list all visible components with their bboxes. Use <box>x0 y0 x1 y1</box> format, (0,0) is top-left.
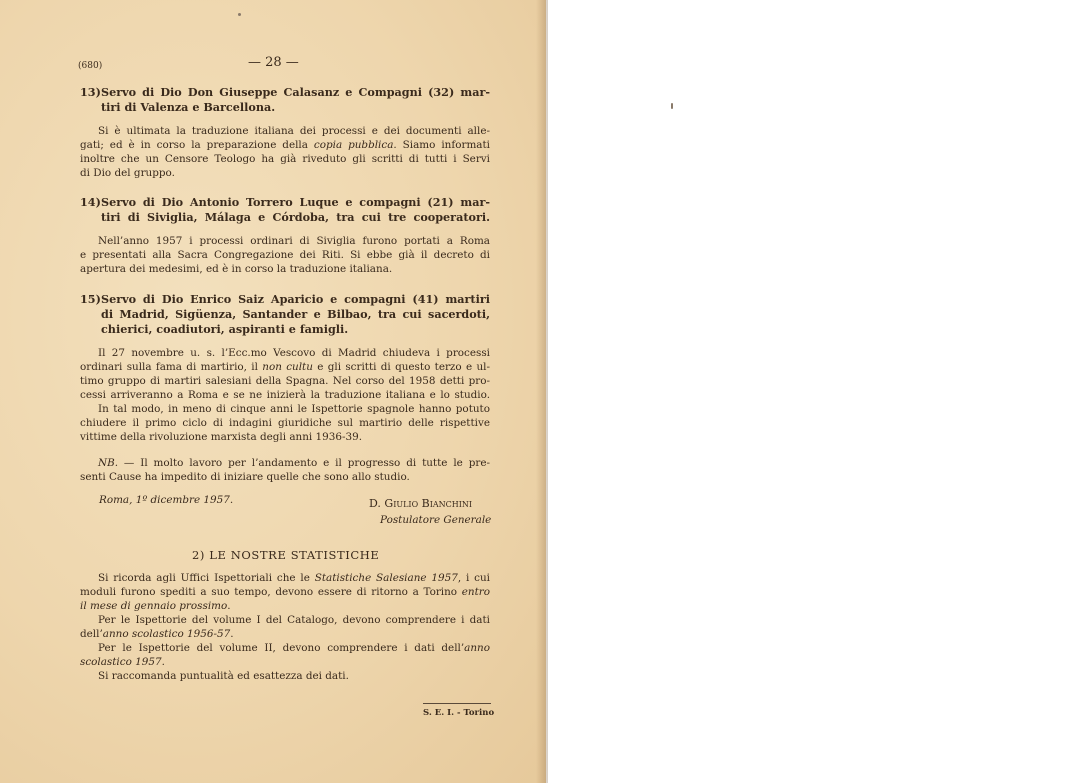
page-fold-shadow <box>536 0 548 783</box>
item-14-number: 14) <box>80 195 101 209</box>
item-15-title-line-3: chierici, coadiutori, aspiranti e famigli. <box>101 322 349 336</box>
item-13-body-line: di Dio del gruppo. <box>80 167 175 179</box>
item-15-body-line: ordinari sulla fama di martirio, il non cultu e gli scritti di questo terzo e ul- <box>80 361 490 373</box>
note-label: NB. <box>98 457 119 469</box>
paper-speck <box>671 103 673 109</box>
item-13-body-line: gati; ed è in corso la preparazione della copia pubblica. Siamo informati <box>80 139 490 151</box>
item-13-body-line: Si è ultimata la traduzione italiana dei processi e dei documenti alle- <box>98 125 490 137</box>
section-2-line: scolastico 1957. <box>80 656 165 668</box>
item-13-body-line: inoltre che un Censore Teologo ha già riveduto gli scritti di tutti i Servi <box>80 153 490 165</box>
note-line-1: NB. — Il molto lavoro per l’andamento e il progresso di tutte le pre- <box>98 457 490 469</box>
page-number: — 28 — <box>248 55 299 70</box>
item-13-title-line-2: tiri di Valenza e Barcellona. <box>101 100 276 114</box>
section-2-line: moduli furono spediti a suo tempo, devono essere di ritorno a Torino entro <box>80 586 490 598</box>
item-15-title-line-2: di Madrid, Sigüenza, Santander e Bilbao, tra cui sacerdoti, <box>101 307 490 321</box>
note-line-2: senti Cause ha impedito di iniziare quelle che sono allo studio. <box>80 471 410 483</box>
section-2-heading: 2) LE NOSTRE STATISTICHE <box>192 548 380 562</box>
section-2-line: dell’anno scolastico 1956-57. <box>80 628 234 640</box>
archive-number: (680) <box>78 61 103 71</box>
item-14-body-line: Nell’anno 1957 i processi ordinari di Siviglia furono portati a Roma <box>98 235 490 247</box>
item-15-body-line: timo gruppo di martiri salesiani della Spagna. Nel corso del 1958 detti pro- <box>80 375 490 387</box>
signature-name: D. Giulio Bianchini <box>369 497 473 510</box>
item-15-title-line-1: Servo di Dio Enrico Saiz Aparicio e compagni (41) martiri <box>101 292 490 306</box>
section-2-line: il mese di gennaio prossimo. <box>80 600 231 612</box>
section-2-line: Si raccomanda puntualità ed esattezza dei dati. <box>98 670 349 682</box>
item-15-body-line: vittime della rivoluzione marxista degli anni 1936-39. <box>80 431 363 443</box>
item-14-title-line-2: tiri di Siviglia, Málaga e Córdoba, tra cui tre cooperatori. <box>101 210 490 224</box>
item-15-number: 15) <box>80 292 101 306</box>
section-2-line: Si ricorda agli Uffici Ispettoriali che le Statistiche Salesiane 1957, i cui <box>98 572 490 584</box>
section-2-line: Per le Ispettorie del volume II, devono comprendere i dati dell’anno <box>98 642 490 654</box>
item-13-number: 13) <box>80 85 101 99</box>
section-2-line: Per le Ispettorie del volume I del Catalogo, devono comprendere i dati <box>98 614 490 626</box>
item-13-title-line-1: Servo di Dio Don Giuseppe Calasanz e Compagni (32) mar- <box>101 85 490 99</box>
item-15-body-line: cessi arriveranno a Roma e se ne inizierà la traduzione italiana e lo studio. <box>80 389 490 401</box>
item-15-body-line: In tal modo, in meno di cinque anni le Ispettorie spagnole hanno potuto <box>98 403 490 415</box>
item-14-body-line: e presentati alla Sacra Congregazione dei Riti. Si ebbe già il decreto di <box>80 249 490 261</box>
signature-role: Postulatore Generale <box>380 514 492 526</box>
signature-place-date: Roma, 1º dicembre 1957. <box>99 494 234 506</box>
paper-speck <box>238 13 241 16</box>
printer-imprint: S. E. I. - Torino <box>423 708 495 718</box>
item-14-title-line-1: Servo di Dio Antonio Torrero Luque e compagni (21) mar- <box>101 195 490 209</box>
item-15-body-line: chiudere il primo ciclo di indagini giuridiche sul martirio delle rispettive <box>80 417 490 429</box>
footer-rule <box>423 703 491 704</box>
item-15-body-line: Il 27 novembre u. s. l’Ecc.mo Vescovo di Madrid chiudeva i processi <box>98 347 490 359</box>
item-14-body-line: apertura dei medesimi, ed è in corso la traduzione italiana. <box>80 263 393 275</box>
